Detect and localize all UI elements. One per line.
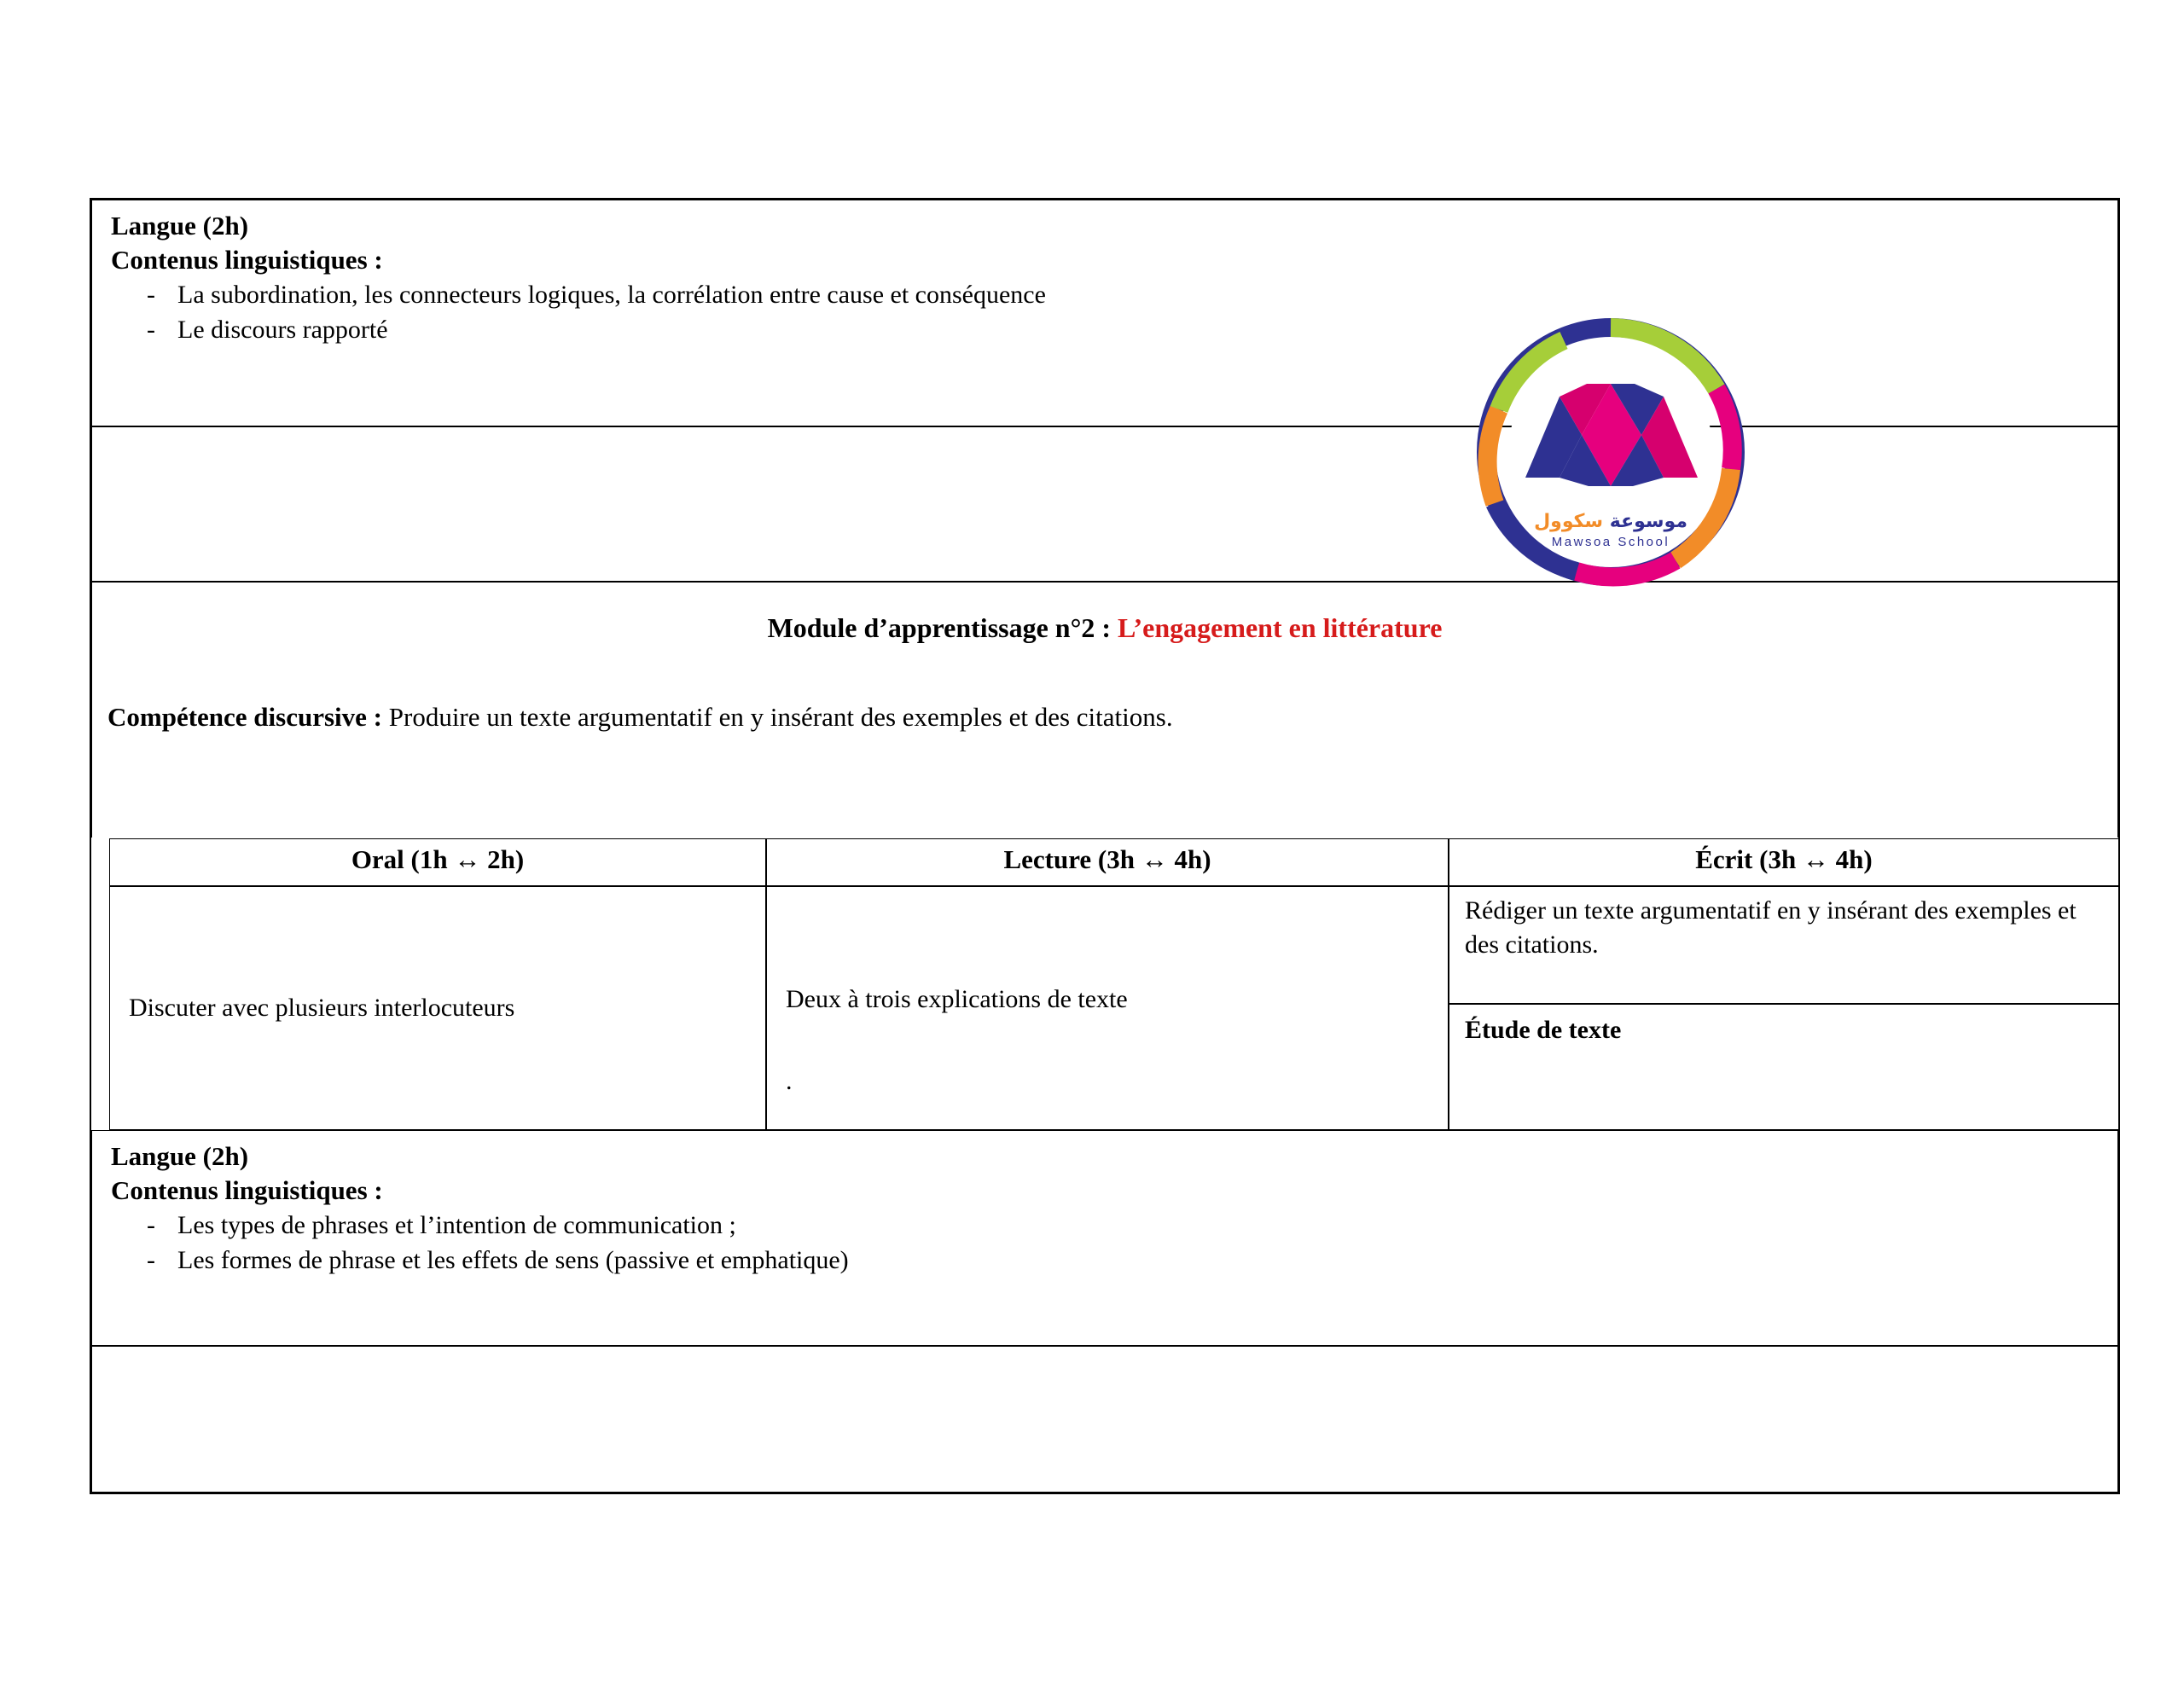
logo-latin-text: Mawsoa School	[1551, 535, 1670, 549]
module-title-accent: L’engagement en littérature	[1118, 612, 1443, 643]
logo-arabic-text: موسوعة سكوول	[1534, 511, 1687, 532]
table-header-ecrit	[1449, 838, 2119, 886]
bottom-contenus-subheading: Contenus linguistiques :	[111, 1174, 383, 1205]
table-cell-ecrit-bottom	[1449, 1004, 2119, 1130]
table-cell-ecrit-top	[1449, 886, 2119, 1004]
mawsoa-school-logo	[1474, 316, 1747, 588]
list-item: - Le discours rapporté	[111, 313, 2102, 347]
list-item: - Les formes de phrase et les effets de sens (passive et emphatique)	[111, 1244, 2102, 1278]
top-langue-block	[91, 200, 2118, 426]
top-empty-row	[91, 426, 2118, 582]
lecture-cell-text: Deux à trois explications de texte	[786, 985, 1128, 1013]
header-label: Écrit (3h ↔ 4h)	[1695, 844, 1873, 874]
top-langue-list	[111, 278, 2102, 346]
competence-line	[107, 702, 1173, 733]
lecture-cell-extra: .	[786, 1067, 793, 1095]
top-contenus-subheading: Contenus linguistiques :	[111, 244, 383, 275]
table-header-lecture	[766, 838, 1449, 886]
header-label: Lecture (3h ↔ 4h)	[1003, 844, 1211, 874]
table-header-oral	[109, 838, 766, 886]
bottom-langue-list	[111, 1209, 2102, 1277]
top-langue-heading: Langue (2h)	[111, 211, 249, 241]
table-cell-lecture	[766, 886, 1449, 1130]
ecrit-cell-top-text: Rédiger un texte argumentatif en y insérant des exemples et des citations.	[1465, 896, 2077, 959]
bottom-langue-heading: Langue (2h)	[111, 1141, 249, 1171]
list-item: - Les types de phrases et l’intention de communication ;	[111, 1209, 2102, 1243]
bottom-langue-block	[91, 1130, 2118, 1346]
header-label: Oral (1h ↔ 2h)	[351, 844, 525, 874]
table-cell-oral	[109, 886, 766, 1130]
competence-label: Compétence discursive :	[107, 702, 389, 732]
list-item: - La subordination, les connecteurs logiques, la corrélation entre cause et conséquence	[111, 278, 2102, 312]
bottom-empty-row	[91, 1346, 2118, 1493]
competence-text: Produire un texte argumentatif en y insérant des exemples et des citations.	[388, 702, 1173, 732]
oral-cell-text: Discuter avec plusieurs interlocuteurs	[129, 994, 515, 1023]
module-title-prefix: Module d’apprentissage n°2 :	[767, 612, 1118, 643]
ecrit-cell-bottom-text: Étude de texte	[1465, 1016, 1622, 1044]
module-title	[92, 612, 2117, 644]
